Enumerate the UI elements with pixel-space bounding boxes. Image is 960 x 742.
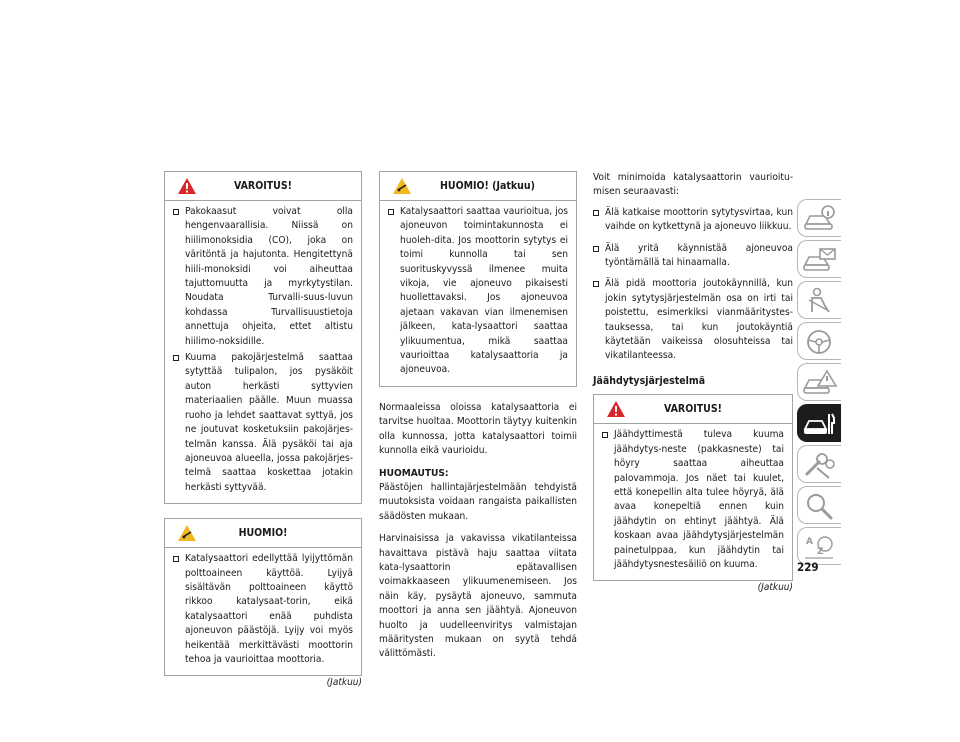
warning-item: Jäähdyttimestä tuleva kuuma jäähdytys-neste (pakkasneste) tai höyry saattaa aiheuttaa palovammoja. Jos näet tai kuulet, että konepellin alta tulee höyryä, älä avaa konepeltiä ennen kuin jäähdytin on ehtinyt jäähtyä. Älä koskaan avaa jäähdytysjärjestelmän painetulppaa, kun jäähdytin tai jäähdytysnestesäiliö on kuuma. xyxy=(602,428,784,572)
caution-title: HUOMIO! xyxy=(238,527,288,540)
tools-icon xyxy=(803,450,837,480)
caution-box xyxy=(164,518,362,676)
car-warning-icon xyxy=(803,368,837,398)
tab-car-service[interactable] xyxy=(797,404,841,442)
caution-continued-box xyxy=(379,171,577,387)
checkbox-bullet-icon xyxy=(173,355,179,361)
middle-column xyxy=(379,171,577,670)
svg-text:A: A xyxy=(806,537,813,547)
note-label: HUOMAUTUS: xyxy=(379,467,449,479)
list-item: Älä pidä moottoria joutokäynnillä, kun jokin sytytysjärjestelmän osa on irti tai poistettu, esimerkiksi vianmääritystes-tauksessa, tai kun joutokäyntiä käytetään vaikeissa olosuhteissa tai vikatilanteessa. xyxy=(593,277,793,363)
intro-paragraph: Voit minimoida katalysaattorin vaurioitu-misen seuraavasti: xyxy=(593,172,793,198)
warning-item: Pakokaasut voivat olla hengenvaarallisia. Niissä on hiilimonoksidia (CO), joka on väritöntä ja hajutonta. Hengitettynä hiili-monoksidi voi aiheuttaa tajuttomuutta ja myrkytystilan. Noudata Turvalli-suus-luvun kohdassa Turvallisuustietoja annettuja ohjeita, ettet altistu hiilimo-noksidille. xyxy=(173,205,353,349)
seat-safety-icon xyxy=(803,286,837,316)
checkbox-bullet-icon xyxy=(593,246,599,252)
checkbox-bullet-icon xyxy=(173,209,179,215)
caution-triangle-icon xyxy=(392,177,412,195)
caution-header xyxy=(165,519,361,548)
caution-continued-header xyxy=(380,172,576,201)
list-item: Älä yritä käynnistää ajoneuvoa työntämällä tai hinaamalla. xyxy=(593,242,793,271)
checkbox-bullet-icon xyxy=(602,432,608,438)
tab-car-info[interactable] xyxy=(797,199,841,237)
warning-box xyxy=(593,394,793,581)
warning-item: Kuuma pakojärjestelmä saattaa sytyttää tulipalon, jos pysäköit auton herkästi syttyvien materiaalien päälle. Muun muassa ruoho ja lehdet saattavat syttyä, jos ne joutuvat kosketuksiin pakojärjes-telmän kanssa. Älä pysäköi tai aja ajoneuvoa alueella, jossa pakojärjes-telmä saattaa koskettaa jotakin herkästi syttyvää. xyxy=(173,351,353,495)
checkbox-bullet-icon xyxy=(593,210,599,216)
note-text: Päästöjen hallintajärjestelmään tehdyistä muutoksista voidaan rangaista paikallisten säädösten mukaan. xyxy=(379,481,577,522)
caution-continued-title: HUOMIO! (Jatkuu) xyxy=(440,180,535,192)
tab-steering-wheel[interactable] xyxy=(797,322,841,360)
steering-wheel-icon xyxy=(803,327,837,357)
checkbox-bullet-icon xyxy=(388,209,394,215)
warning-header xyxy=(165,172,361,201)
search-icon xyxy=(803,491,837,521)
tab-car-warning[interactable] xyxy=(797,363,841,401)
checkbox-bullet-icon xyxy=(173,556,179,562)
car-info-icon xyxy=(803,204,837,234)
tab-seat-safety[interactable] xyxy=(797,281,841,319)
caution-item: Katalysaattori edellyttää lyijyttömän polttoaineen käyttöä. Lyijyä sisältävän polttoaineen käyttö rikkoo katalysaat-torin, eikä katalysaattori enää puhdista ajoneuvon päästöjä. Lyijy voi myös heikentää merkittävästi moottorin tehoa ja vaurioittaa moottoria. xyxy=(173,552,353,667)
warning-header xyxy=(594,395,792,424)
right-column xyxy=(593,171,793,596)
warning-title: VAROITUS! xyxy=(234,180,292,192)
warning-box xyxy=(164,171,362,504)
car-service-icon xyxy=(803,409,837,439)
car-mail-icon xyxy=(803,245,837,275)
continued-label: (Jatkuu) xyxy=(757,582,793,594)
paragraph: Normaaleissa oloissa katalysaattoria ei tarvitse huoltaa. Moottorin täytyy kuitenkin olla kunnossa, jotta katalysaattori toimii kunnolla eikä vaurioidu. xyxy=(379,401,577,457)
left-column xyxy=(164,171,362,691)
caution-item: Katalysaattori saattaa vaurioitua, jos ajoneuvon toimintakunnosta ei huoleh-dita. Jos moottorin sytytys ei toimi kunnolla tai sen suorituskyvyssä ilmenee muita vikoja, vie ajoneuvo pikaisesti huollettavaksi. Jos ajoneuvoa ajetaan vakavan vian ilmenemisen jälkeen, kata-lysaattori saattaa ylikuumentua, mikä saattaa vaurioittaa katalysaattoria ja ajoneuvoa. xyxy=(388,205,568,378)
checkbox-bullet-icon xyxy=(593,281,599,287)
section-heading: Jäähdytysjärjestelmä xyxy=(593,374,706,387)
paragraph: Harvinaisissa ja vakavissa vikatilanteissa havaittava pistävä haju saattaa viitata kata-lysaattorin epätavallisen voimakkaaseen ylikuumenemiseen. Jos näin käy, pysäytä ajoneuvo, sammuta moottori ja anna sen jäähtyä. Ajoneuvon huolto ja uudelleenviritys valmistajan määritysten mukaan on syytä tehdä välittömästi. xyxy=(379,533,577,660)
page-number: 229 xyxy=(797,560,819,574)
language-icon xyxy=(803,532,837,562)
list-item: Älä katkaise moottorin sytytysvirtaa, kun vaihde on kytkettynä ja ajoneuvo liikkuu. xyxy=(593,206,793,235)
warning-title: VAROITUS! xyxy=(664,403,722,416)
tab-tools[interactable] xyxy=(797,445,841,483)
svg-text:Z: Z xyxy=(817,547,824,557)
tab-car-mail[interactable] xyxy=(797,240,841,278)
continued-label: (Jatkuu) xyxy=(326,677,362,689)
tab-search[interactable] xyxy=(797,486,841,524)
